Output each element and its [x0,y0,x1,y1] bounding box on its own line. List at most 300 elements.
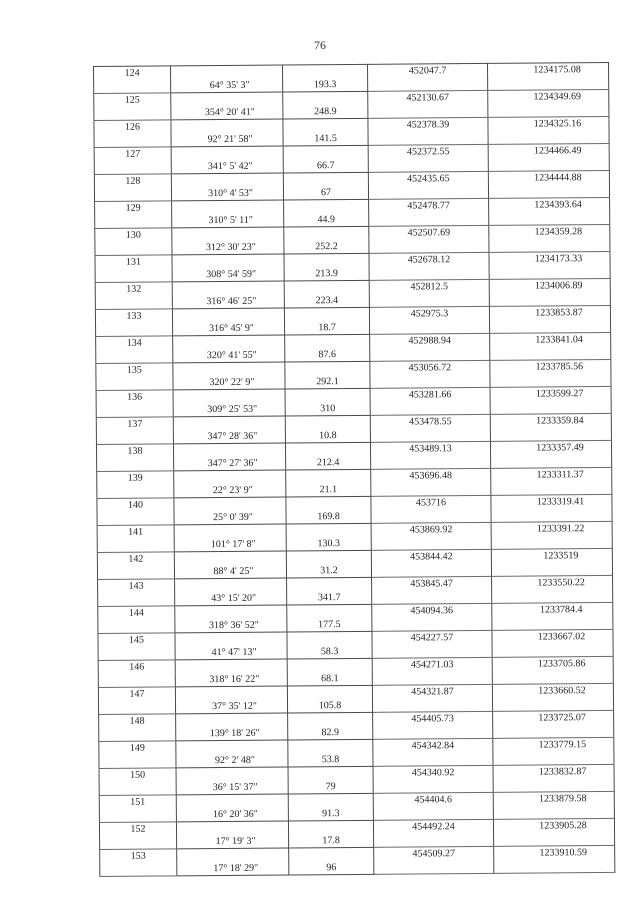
distance-cell: 18.7 [285,321,370,335]
bearing-angle-cell: 92° 2' 48" [176,753,288,767]
angle-cell-empty [175,605,287,619]
x-coordinate-cell: 452975.3 [369,306,489,320]
x-coordinate-cell-empty [369,212,489,226]
angle-cell-empty [173,416,285,430]
distance-cell: 58.3 [287,645,372,659]
distance-cell: 213.9 [284,267,369,281]
distance-cell-empty [284,226,369,240]
y-coordinate-cell-empty [493,805,614,819]
y-coordinate-cell: 1233905.28 [493,818,614,832]
distance-cell: 292.1 [285,375,370,389]
point-number-cell: 126 [94,120,171,134]
bearing-angle-cell: 17° 18' 29" [177,861,289,875]
x-coordinate-cell-empty [373,725,493,739]
y-coordinate-cell: 1233910.59 [494,845,615,859]
y-coordinate-cell: 1233319.41 [491,494,612,508]
bearing-angle-cell: 308° 54' 59" [172,268,284,282]
point-number-cell: 137 [96,417,173,431]
point-number-cell: 130 [95,228,172,242]
point-number-cell-empty [97,565,174,579]
y-coordinate-cell-empty [492,697,613,711]
y-coordinate-cell: 1233550.22 [492,575,613,589]
distance-cell-empty [285,388,370,402]
x-coordinate-cell-empty [372,590,492,604]
bearing-angle-cell: 36° 15' 37" [176,780,288,794]
y-coordinate-cell-empty [488,76,609,90]
y-coordinate-cell-empty [494,832,615,846]
bearing-angle-cell: 354° 20' 41" [171,106,283,120]
y-coordinate-cell-empty [490,427,611,441]
x-coordinate-cell: 453056.72 [370,360,490,374]
angle-cell-empty [174,551,286,565]
coordinates-table [93,62,615,877]
x-coordinate-cell: 452378.39 [368,117,488,131]
coordinates-table-body [94,62,615,876]
angle-cell-empty [175,659,287,673]
bearing-angle-cell: 92° 21' 58" [171,133,283,147]
angle-cell-empty [173,389,285,403]
x-coordinate-cell-empty [368,104,488,118]
point-number-cell: 127 [94,147,171,161]
bearing-angle-cell: 347° 27' 36" [174,456,286,470]
angle-cell-empty [177,848,289,862]
x-coordinate-cell-empty [373,752,493,766]
distance-cell: 248.9 [283,105,368,119]
y-coordinate-cell-empty [492,589,613,603]
distance-cell: 53.8 [288,753,373,767]
x-coordinate-cell-empty [373,779,493,793]
x-coordinate-cell-empty [371,455,491,469]
y-coordinate-cell-empty [491,508,612,522]
bearing-angle-cell: 16° 20' 36" [176,807,288,821]
point-number-cell: 138 [96,444,173,458]
angle-cell-empty [174,497,286,511]
distance-cell-empty [287,685,372,699]
angle-cell-empty [176,740,288,754]
point-number-cell: 125 [94,93,171,107]
x-coordinate-cell: 454405.73 [373,711,493,725]
distance-cell-empty [287,631,372,645]
point-number-cell-empty [100,835,177,849]
point-number-cell-empty [94,79,171,93]
x-coordinate-cell: 452478.77 [369,198,489,212]
point-number-cell: 153 [100,849,177,863]
y-coordinate-cell-empty [490,400,611,414]
x-coordinate-cell: 452678.12 [369,252,489,266]
angle-cell-empty [175,632,287,646]
point-number-cell: 133 [95,309,172,323]
y-coordinate-cell: 1233832.87 [493,764,614,778]
bearing-angle-cell: 312° 30' 23" [172,241,284,255]
point-number-cell-empty [95,241,172,255]
distance-cell: 79 [288,780,373,794]
y-coordinate-cell-empty [489,292,610,306]
distance-cell: 44.9 [284,213,369,227]
angle-cell-empty [173,443,285,457]
distance-cell: 68.1 [287,672,372,686]
y-coordinate-cell: 1234325.16 [488,116,609,130]
distance-cell-empty [289,847,374,861]
distance-cell: 17.8 [289,834,374,848]
point-number-cell-empty [94,160,171,174]
x-coordinate-cell: 453845.47 [372,576,492,590]
x-coordinate-cell: 454404.6 [373,792,493,806]
y-coordinate-cell: 1233357.49 [490,440,611,454]
bearing-angle-cell: 347° 28' 36" [173,430,285,444]
distance-cell-empty [284,253,369,267]
distance-cell-empty [288,712,373,726]
y-coordinate-cell-empty [493,724,614,738]
distance-cell-empty [288,793,373,807]
point-number-cell-empty [96,430,173,444]
distance-cell-empty [285,334,370,348]
x-coordinate-cell: 452372.55 [368,144,488,158]
point-number-cell-empty [96,376,173,390]
angle-cell-empty [176,794,288,808]
angle-cell-empty [172,227,284,241]
angle-cell-empty [172,200,284,214]
x-coordinate-cell-empty [370,374,490,388]
distance-cell: 223.4 [284,294,369,308]
x-coordinate-cell-empty [373,806,493,820]
x-coordinate-cell-empty [369,239,489,253]
point-number-cell: 129 [95,201,172,215]
distance-cell: 91.3 [288,807,373,821]
point-number-cell-empty [94,187,171,201]
distance-cell: 177.5 [287,618,372,632]
distance-cell-empty [284,280,369,294]
bearing-angle-cell: 310° 5' 11" [172,214,284,228]
y-coordinate-cell-empty [492,643,613,657]
x-coordinate-cell: 454340.92 [373,765,493,779]
point-number-cell-empty [97,511,174,525]
point-number-cell: 132 [95,282,172,296]
page-number: 76 [314,38,326,52]
distance-cell: 82.9 [288,726,373,740]
x-coordinate-cell-empty [372,617,492,631]
distance-cell: 105.8 [287,699,372,713]
angle-cell-empty [175,686,287,700]
point-number-cell: 151 [99,795,176,809]
x-coordinate-cell: 454271.03 [372,657,492,671]
y-coordinate-cell-empty [490,373,611,387]
y-coordinate-cell: 1233784.4 [492,602,613,616]
y-coordinate-cell: 1233391.22 [491,521,612,535]
x-coordinate-cell: 452988.94 [370,333,490,347]
x-coordinate-cell: 453844.42 [371,549,491,563]
bearing-angle-cell: 17° 19' 3" [177,834,289,848]
point-number-cell-empty [95,214,172,228]
point-number-cell-empty [99,781,176,795]
y-coordinate-cell: 1233785.56 [490,359,611,373]
bearing-angle-cell: 41° 47' 13" [175,645,287,659]
distance-cell-empty [286,550,371,564]
y-coordinate-cell: 1233667.02 [492,629,613,643]
point-number-cell-empty [97,484,174,498]
distance-cell-empty [287,658,372,672]
distance-cell: 10.8 [285,429,370,443]
x-coordinate-cell-empty [372,698,492,712]
point-number-cell: 152 [99,822,176,836]
x-coordinate-cell-empty [368,77,488,91]
bearing-angle-cell: 341° 5' 42" [171,160,283,174]
point-number-cell-empty [94,133,171,147]
point-number-cell: 143 [98,579,175,593]
bearing-angle-cell: 318° 36' 52" [175,618,287,632]
bearing-angle-cell: 139° 18' 26" [176,726,288,740]
y-coordinate-cell: 1234466.49 [488,143,609,157]
y-coordinate-cell-empty [491,535,612,549]
distance-cell-empty [283,118,368,132]
distance-cell-empty [284,199,369,213]
distance-cell: 341.7 [287,591,372,605]
x-coordinate-cell: 454321.87 [372,684,492,698]
y-coordinate-cell: 1233705.86 [492,656,613,670]
angle-cell-empty [171,65,283,79]
bearing-angle-cell: 320° 41' 55" [173,349,285,363]
distance-cell: 310 [285,402,370,416]
bearing-angle-cell: 101° 17' 8" [174,537,286,551]
x-coordinate-cell: 452435.65 [368,171,488,185]
angle-cell-empty [171,146,283,160]
point-number-cell: 128 [94,174,171,188]
angle-cell-empty [175,578,287,592]
y-coordinate-cell-empty [491,481,612,495]
distance-cell: 66.7 [283,159,368,173]
point-number-cell-empty [95,295,172,309]
point-number-cell: 136 [96,390,173,404]
bearing-angle-cell: 316° 45' 9" [173,322,285,336]
point-number-cell-empty [99,754,176,768]
point-number-cell: 147 [98,687,175,701]
x-coordinate-cell-empty [371,509,491,523]
point-number-cell: 134 [96,336,173,350]
y-coordinate-cell-empty [489,238,610,252]
distance-cell-empty [288,820,373,834]
point-number-cell-empty [94,106,171,120]
table-row [100,859,615,877]
point-number-cell-empty [96,403,173,417]
x-coordinate-cell: 452130.67 [368,90,488,104]
point-number-cell: 149 [99,741,176,755]
y-coordinate-cell: 1233311.37 [491,467,612,481]
y-coordinate-cell-empty [488,130,609,144]
distance-cell: 193.3 [283,78,368,92]
distance-cell-empty [286,469,371,483]
distance-cell-empty [286,496,371,510]
bearing-angle-cell: 320° 22' 9" [173,376,285,390]
point-number-cell-empty [98,646,175,660]
y-coordinate-cell-empty [492,670,613,684]
y-coordinate-cell: 1234006.89 [489,278,610,292]
y-coordinate-cell: 1233779.15 [493,737,614,751]
y-coordinate-cell-empty [489,265,610,279]
y-coordinate-cell-empty [492,616,613,630]
point-number-cell: 148 [99,714,176,728]
y-coordinate-cell: 1233841.04 [490,332,611,346]
x-coordinate-cell: 454094.36 [372,603,492,617]
x-coordinate-cell: 454492.24 [373,819,493,833]
y-coordinate-cell-empty [493,751,614,765]
distance-cell-empty [288,739,373,753]
y-coordinate-cell: 1233660.52 [492,683,613,697]
point-number-cell-empty [96,322,173,336]
distance-cell: 252.2 [284,240,369,254]
distance-cell: 141.5 [283,132,368,146]
distance-cell: 21.1 [286,483,371,497]
x-coordinate-cell: 454342.84 [373,738,493,752]
x-coordinate-cell: 452047.7 [367,63,487,77]
bearing-angle-cell: 43° 15' 20" [175,591,287,605]
x-coordinate-cell-empty [372,671,492,685]
y-coordinate-cell: 1233599.27 [490,386,611,400]
x-coordinate-cell-empty [368,185,488,199]
point-number-cell: 150 [99,768,176,782]
distance-cell-empty [287,604,372,618]
angle-cell-empty [176,821,288,835]
angle-cell-empty [172,254,284,268]
point-number-cell: 124 [94,66,171,80]
angle-cell-empty [171,119,283,133]
bearing-angle-cell: 64° 35' 3" [171,79,283,93]
x-coordinate-cell-empty [370,401,490,415]
distance-cell: 87.6 [285,348,370,362]
y-coordinate-cell-empty [488,157,609,171]
point-number-cell-empty [98,619,175,633]
point-number-cell: 139 [97,471,174,485]
angle-cell-empty [172,281,284,295]
y-coordinate-cell: 1233879.58 [493,791,614,805]
point-number-cell-empty [98,700,175,714]
distance-cell: 212.4 [286,456,371,470]
x-coordinate-cell-empty [369,293,489,307]
bearing-angle-cell: 309° 25' 53" [173,403,285,417]
bearing-angle-cell: 318° 16' 22" [175,672,287,686]
bearing-angle-cell: 316° 46' 25" [172,295,284,309]
point-number-cell-empty [100,862,177,876]
angle-cell-empty [174,524,286,538]
distance-cell-empty [285,442,370,456]
point-number-cell: 135 [96,363,173,377]
x-coordinate-cell-empty [368,131,488,145]
x-coordinate-cell-empty [370,428,490,442]
y-coordinate-cell: 1233359.84 [490,413,611,427]
point-number-cell: 145 [98,633,175,647]
y-coordinate-cell: 1234444.88 [488,170,609,184]
bearing-angle-cell: 310° 4' 53" [171,187,283,201]
y-coordinate-cell: 1234349.69 [488,89,609,103]
distance-cell-empty [283,172,368,186]
x-coordinate-cell: 452812.5 [369,279,489,293]
y-coordinate-cell: 1234173.33 [489,251,610,265]
x-coordinate-cell-empty [372,644,492,658]
y-coordinate-cell-empty [490,346,611,360]
x-coordinate-cell-empty [371,563,491,577]
distance-cell: 67 [283,186,368,200]
point-number-cell: 144 [98,606,175,620]
x-coordinate-cell-empty [370,347,490,361]
distance-cell-empty [286,523,371,537]
y-coordinate-cell-empty [489,211,610,225]
distance-cell: 130.3 [286,537,371,551]
x-coordinate-cell: 453489.13 [370,441,490,455]
distance-cell-empty [282,64,367,78]
y-coordinate-cell: 1234393.64 [489,197,610,211]
point-number-cell: 142 [97,552,174,566]
y-coordinate-cell: 1234359.28 [489,224,610,238]
y-coordinate-cell-empty [488,103,609,117]
x-coordinate-cell-empty [370,320,490,334]
x-coordinate-cell-empty [374,833,494,847]
x-coordinate-cell-empty [371,482,491,496]
x-coordinate-cell: 454509.27 [374,846,494,860]
angle-cell-empty [176,767,288,781]
distance-cell-empty [288,766,373,780]
x-coordinate-cell: 453869.92 [371,522,491,536]
x-coordinate-cell: 453696.48 [371,468,491,482]
point-number-cell-empty [98,673,175,687]
point-number-cell: 140 [97,498,174,512]
point-number-cell-empty [95,268,172,282]
distance-cell-empty [287,577,372,591]
x-coordinate-cell: 453478.55 [370,414,490,428]
y-coordinate-cell-empty [491,562,612,576]
y-coordinate-cell: 1234175.08 [487,62,608,76]
bearing-angle-cell: 37° 35' 12" [175,699,287,713]
distance-cell: 31.2 [286,564,371,578]
point-number-cell: 141 [97,525,174,539]
point-number-cell-empty [97,457,174,471]
distance-cell-empty [285,361,370,375]
x-coordinate-cell: 452507.69 [369,225,489,239]
y-coordinate-cell-empty [491,454,612,468]
angle-cell-empty [173,362,285,376]
point-number-cell: 146 [98,660,175,674]
angle-cell-empty [176,713,288,727]
distance-cell-empty [285,415,370,429]
distance-cell: 169.8 [286,510,371,524]
x-coordinate-cell: 453281.66 [370,387,490,401]
y-coordinate-cell: 1233853.87 [489,305,610,319]
x-coordinate-cell-empty [369,266,489,280]
bearing-angle-cell: 22° 23' 9" [174,483,286,497]
distance-cell: 96 [289,861,374,875]
bearing-angle-cell: 25° 0' 39" [174,510,286,524]
coordinates-table-container [93,62,614,875]
point-number-cell-empty [99,727,176,741]
y-coordinate-cell: 1233725.07 [493,710,614,724]
point-number-cell-empty [97,538,174,552]
y-coordinate-cell-empty [494,859,615,873]
angle-cell-empty [174,470,286,484]
angle-cell-empty [172,308,284,322]
y-coordinate-cell-empty [490,319,611,333]
point-number-cell-empty [96,349,173,363]
y-coordinate-cell: 1233519 [491,548,612,562]
distance-cell-empty [284,307,369,321]
bearing-angle-cell: 88° 4' 25" [174,564,286,578]
y-coordinate-cell-empty [488,184,609,198]
distance-cell-empty [283,91,368,105]
point-number-cell: 131 [95,255,172,269]
x-coordinate-cell: 454227.57 [372,630,492,644]
distance-cell-empty [283,145,368,159]
angle-cell-empty [173,335,285,349]
x-coordinate-cell-empty [368,158,488,172]
point-number-cell-empty [98,592,175,606]
point-number-cell-empty [99,808,176,822]
x-coordinate-cell: 453716 [371,495,491,509]
